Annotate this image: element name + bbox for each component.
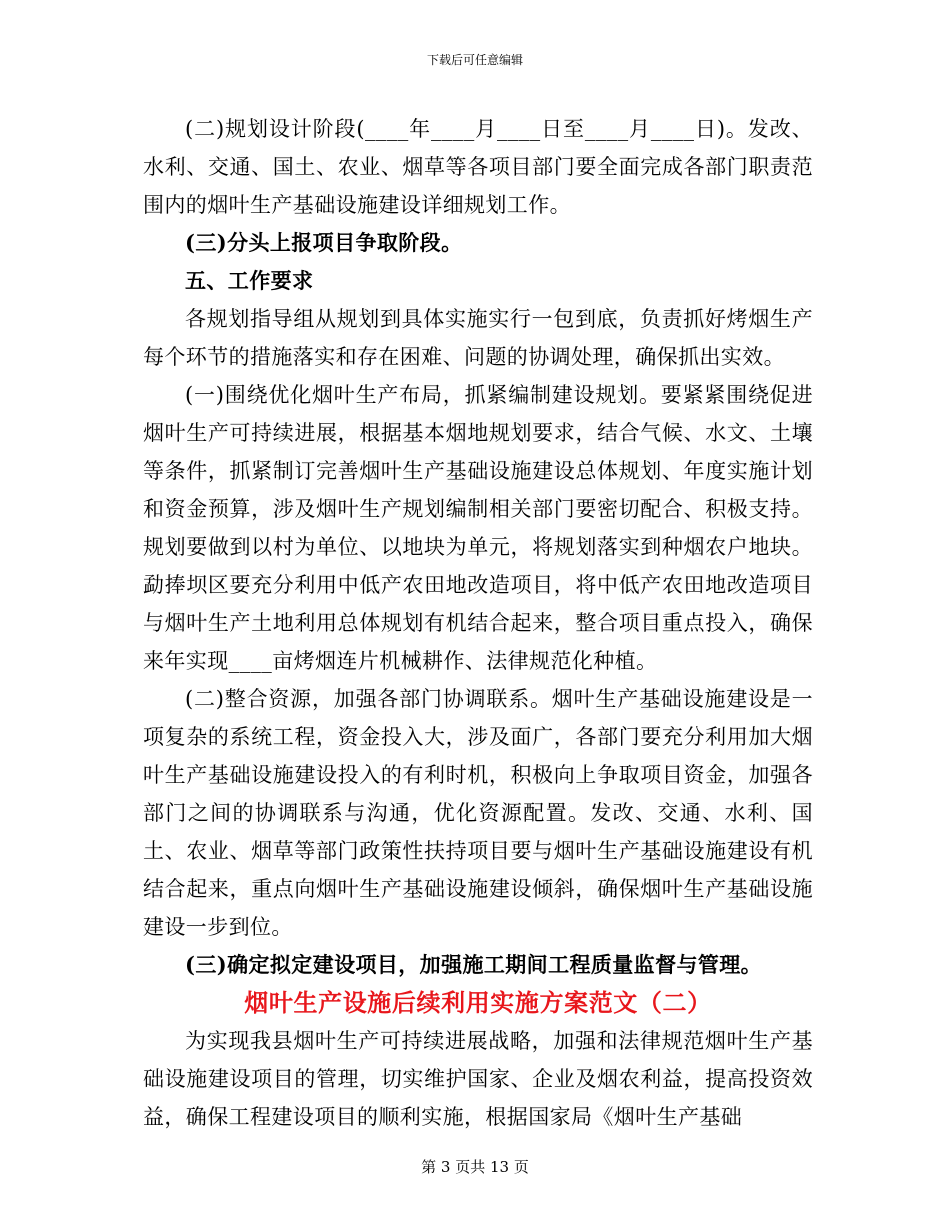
document-body xyxy=(143,110,813,1136)
paragraph-quality-supervision: (三)确定拟定建设项目，加强施工期间工程质量监督与管理。 xyxy=(185,952,763,977)
page-footer: 第 3 页共 13 页 xyxy=(421,1158,529,1176)
paragraph-layout-planning: (一)围绕优化烟叶生产布局，抓紧编制建设规划。要紧紧围绕促进烟叶生产可持续进展，根据基本烟地规划要求，结合气候、水文、土壤等条件，抓紧制订完善烟叶生产基础设施建设总体规划、年度实施计划和资金预算，涉及烟叶生产规划编制相关部门要密切配合、积极支持。规划要做到以村为单位、以地块为单元，将规划落实到种烟农户地块。勐捧坝区要充分利用中低产农田地改造项目，将中低产农田地改造项目与烟叶生产土地利用总体规划有机结合起来，整合项目重点投入，确保来年实现____亩烤烟连片机械耕作、法律规范化种植。 xyxy=(143,383,813,673)
paragraph-resource-integration: (二)整合资源，加强各部门协调联系。烟叶生产基础设施建设是一项复杂的系统工程，资金投入大，涉及面广，各部门要充分利用加大烟叶生产基础设施建设投入的有利时机，积极向上争取项目资金，加强各部门之间的协调联系与沟通，优化资源配置。发改、交通、水利、国土、农业、烟草等部门政策性扶持项目要与烟叶生产基础设施建设有机结合起来，重点向烟叶生产基础设施建设倾斜，确保烟叶生产基础设施建设一步到位。 xyxy=(143,687,813,939)
section-heading-work-requirements: 五、工作要求 xyxy=(185,268,314,293)
paragraph-responsibility: 各规划指导组从规划到具体实施实行一包到底，负责抓好烤烟生产每个环节的措施落实和存在困难、问题的协调处理，确保抓出实效。 xyxy=(143,307,813,369)
page-header: 下载后可任意编辑 xyxy=(426,53,523,67)
paragraph-planning-stage: (二)规划设计阶段(____年____月____日至____月____日)。发改、水利、交通、国土、农业、烟草等各项目部门要全面完成各部门职责范围内的烟叶生产基础设施建设详细规划工作。 xyxy=(143,117,813,217)
section-title-part-two: 烟叶生产设施后续利用实施方案范文（二） xyxy=(244,988,712,1017)
paragraph-introduction-part-two: 为实现我县烟叶生产可持续进展战略，加强和法律规范烟叶生产基础设施建设项目的管理，切实维护国家、企业及烟农利益，提高投资效益，确保工程建设项目的顺利实施，根据国家局《烟叶生产基础 xyxy=(143,1029,813,1129)
paragraph-reporting-stage: (三)分头上报项目争取阶段。 xyxy=(185,230,463,255)
